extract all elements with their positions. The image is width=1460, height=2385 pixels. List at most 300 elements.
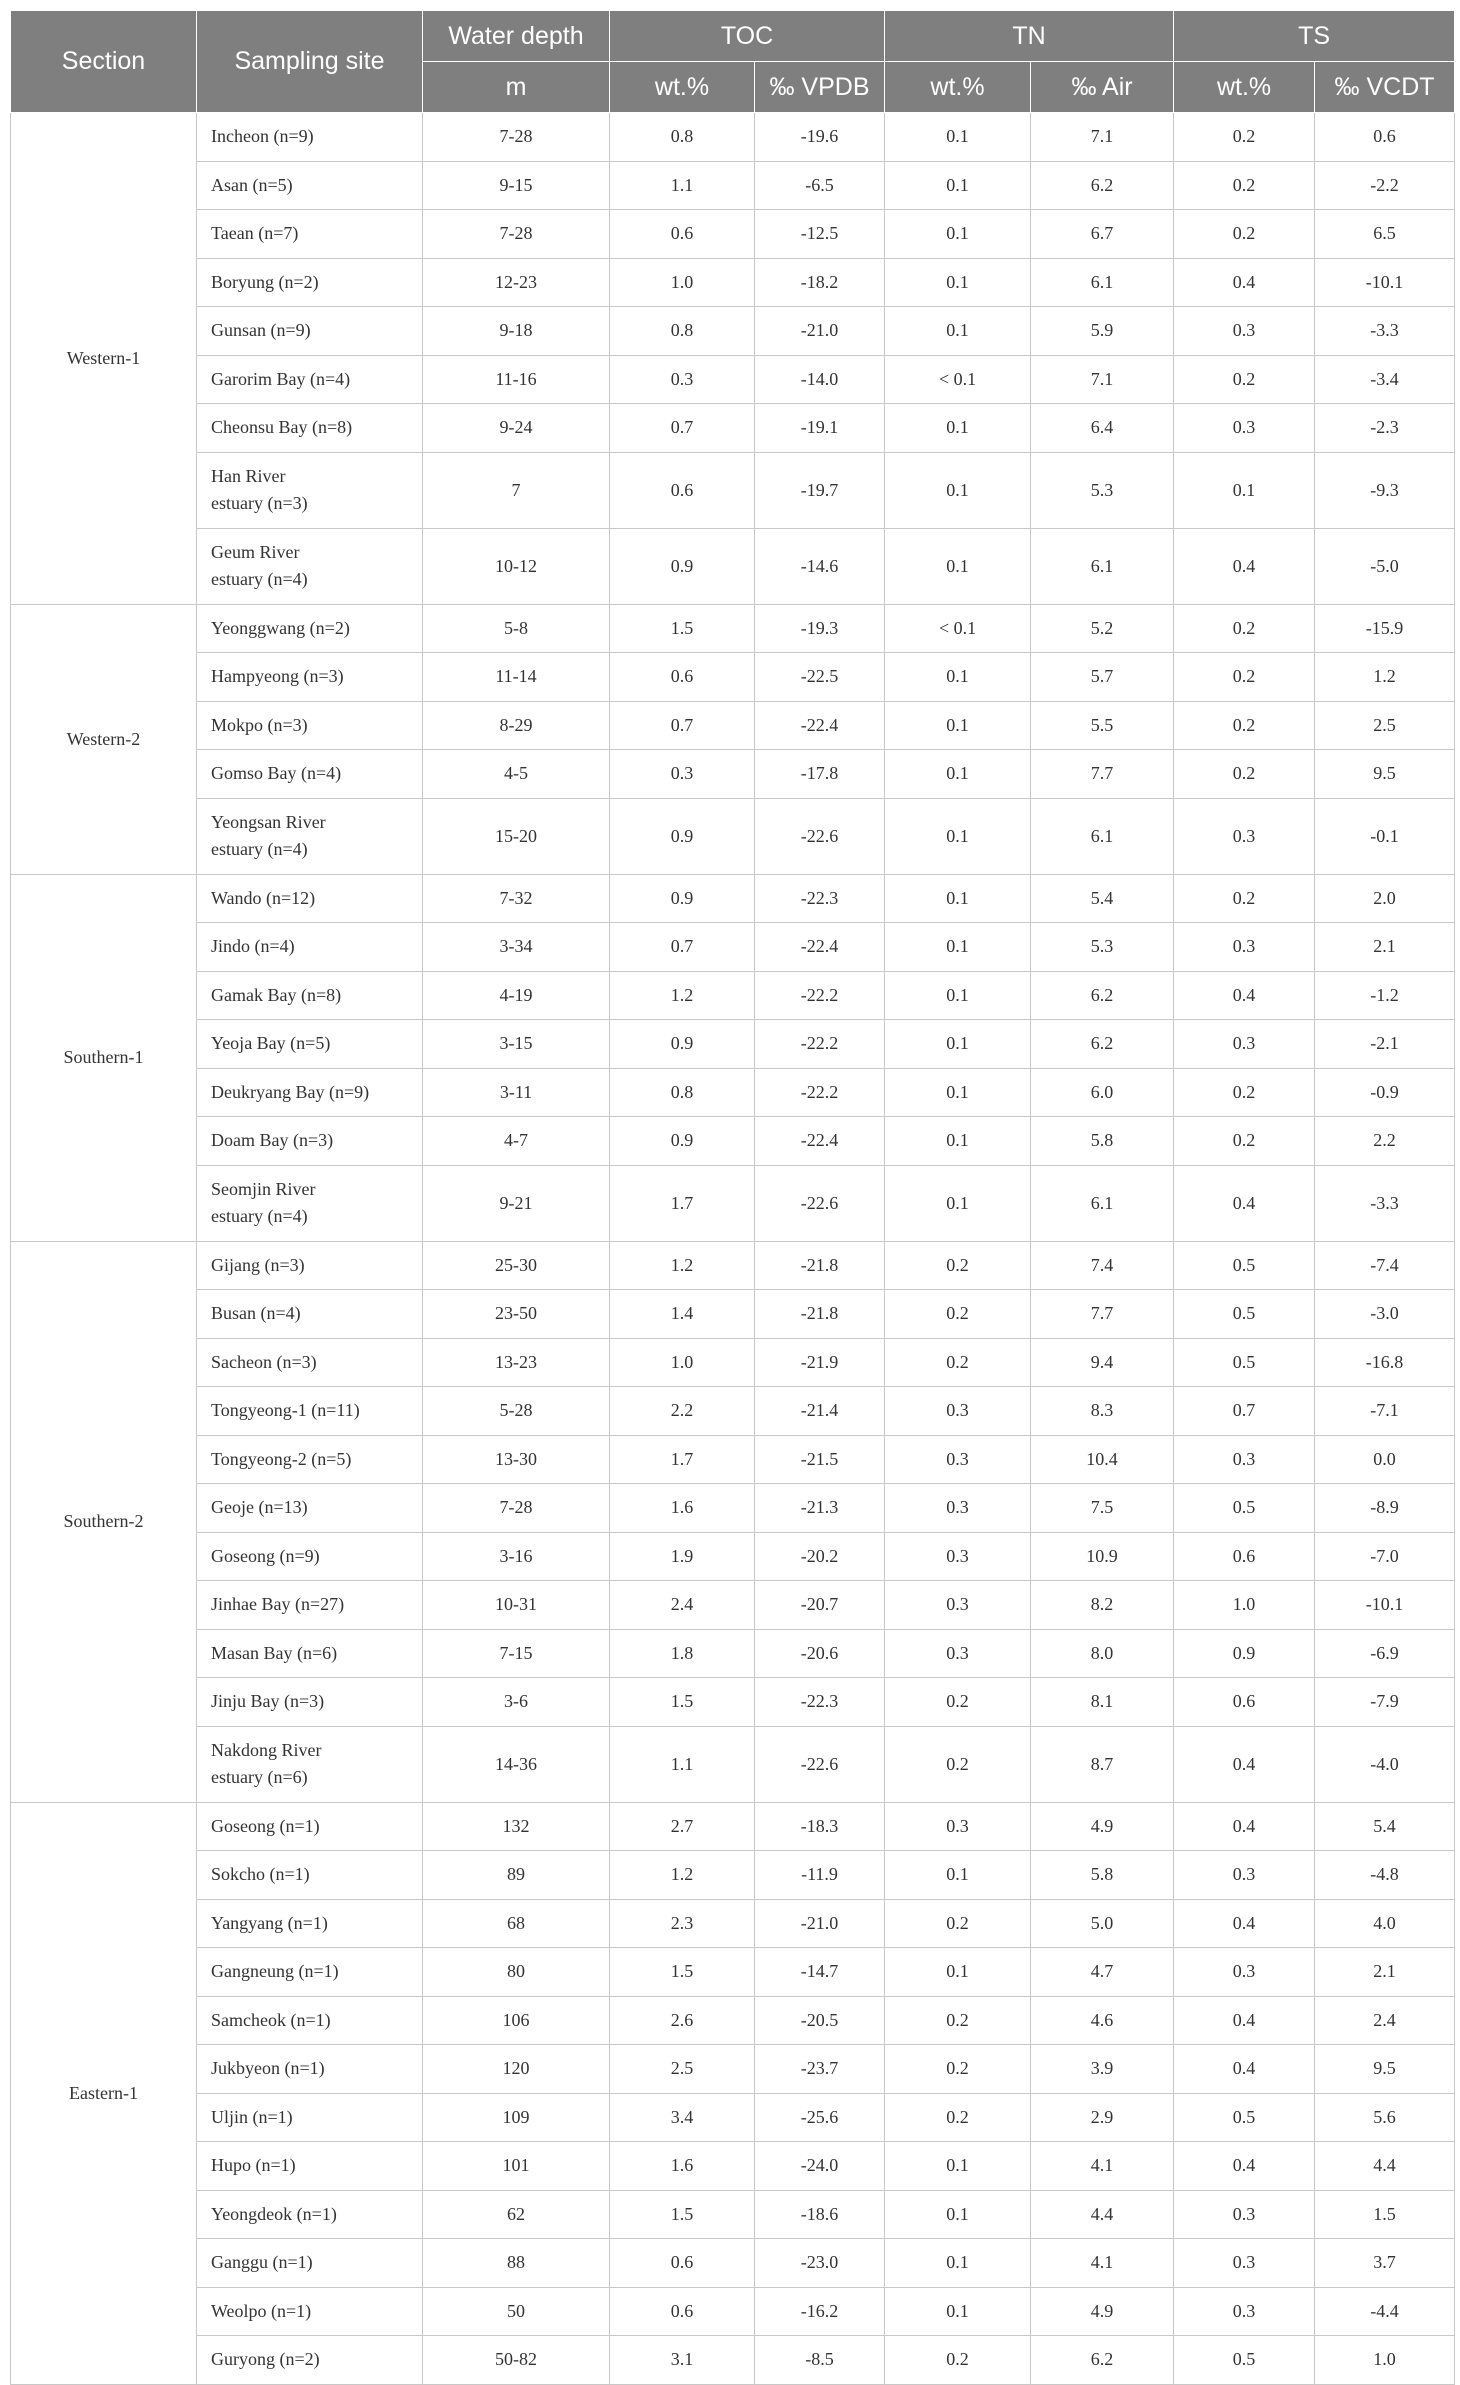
cell-tn-iso: 4.6 — [1031, 1996, 1174, 2045]
cell-water-depth: 7-28 — [423, 1484, 610, 1533]
section-label: Western-1 — [11, 113, 197, 605]
cell-toc-wt: 1.2 — [610, 1241, 755, 1290]
cell-toc-wt: 0.8 — [610, 113, 755, 162]
cell-ts-wt: 0.4 — [1174, 1996, 1315, 2045]
table-row — [11, 971, 1455, 1020]
cell-sampling-site — [197, 307, 423, 356]
cell-tn-wt: 0.1 — [885, 1165, 1031, 1241]
cell-toc-iso: -23.7 — [755, 2045, 885, 2094]
cell-toc-wt: 0.7 — [610, 404, 755, 453]
cell-tn-wt: 0.1 — [885, 1020, 1031, 1069]
site-name-line: Cheonsu Bay (n=8) — [211, 417, 353, 438]
table-row — [11, 1899, 1455, 1948]
cell-toc-iso: -19.1 — [755, 404, 885, 453]
cell-toc-iso: -11.9 — [755, 1851, 885, 1900]
table-row — [11, 653, 1455, 702]
site-name-line: Jindo (n=4) — [211, 936, 295, 957]
cell-tn-iso: 7.5 — [1031, 1484, 1174, 1533]
cell-toc-iso: -22.3 — [755, 874, 885, 923]
cell-ts-wt: 1.0 — [1174, 1581, 1315, 1630]
site-name-line: Hampyeong (n=3) — [211, 666, 344, 687]
cell-toc-wt: 1.5 — [610, 1678, 755, 1727]
table-row — [11, 1532, 1455, 1581]
header-unit-toc-wt: wt.% — [610, 62, 755, 113]
cell-tn-iso: 5.2 — [1031, 604, 1174, 653]
table-row — [11, 404, 1455, 453]
site-name-line: Seomjin River — [211, 1179, 316, 1199]
site-name-line: Jukbyeon (n=1) — [211, 2058, 325, 2079]
cell-ts-wt: 0.2 — [1174, 750, 1315, 799]
table-row — [11, 1435, 1455, 1484]
cell-water-depth: 25-30 — [423, 1241, 610, 1290]
cell-water-depth: 9-24 — [423, 404, 610, 453]
site-name-line: Ganggu (n=1) — [211, 2252, 313, 2273]
cell-sampling-site — [197, 258, 423, 307]
cell-tn-wt: < 0.1 — [885, 355, 1031, 404]
table-row — [11, 307, 1455, 356]
cell-sampling-site — [197, 2287, 423, 2336]
cell-tn-wt: 0.2 — [885, 2093, 1031, 2142]
cell-toc-iso: -21.5 — [755, 1435, 885, 1484]
site-name-line: Yeonggwang (n=2) — [211, 617, 350, 638]
cell-toc-wt: 2.4 — [610, 1581, 755, 1630]
site-name-line-2: estuary (n=3) — [211, 493, 308, 513]
table-row — [11, 113, 1455, 162]
cell-tn-wt: 0.3 — [885, 1484, 1031, 1533]
cell-sampling-site — [197, 1629, 423, 1678]
section-label: Western-2 — [11, 604, 197, 874]
table-row — [11, 2142, 1455, 2191]
site-name-line: Geoje (n=13) — [211, 1497, 308, 1518]
cell-tn-iso: 4.9 — [1031, 2287, 1174, 2336]
cell-ts-iso: -7.9 — [1315, 1678, 1455, 1727]
cell-tn-wt: 0.1 — [885, 528, 1031, 604]
cell-toc-iso: -21.8 — [755, 1290, 885, 1339]
site-name-line: Gangneung (n=1) — [211, 1961, 339, 1982]
cell-toc-iso: -17.8 — [755, 750, 885, 799]
cell-ts-wt: 0.4 — [1174, 2142, 1315, 2191]
site-name-line: Deukryang Bay (n=9) — [211, 1081, 370, 1102]
cell-toc-iso: -21.9 — [755, 1338, 885, 1387]
cell-toc-wt: 1.2 — [610, 1851, 755, 1900]
cell-tn-iso: 6.2 — [1031, 2336, 1174, 2385]
cell-ts-wt: 0.4 — [1174, 2045, 1315, 2094]
header-toc: TOC — [610, 11, 885, 62]
cell-ts-iso: 2.1 — [1315, 1948, 1455, 1997]
cell-ts-wt: 0.2 — [1174, 874, 1315, 923]
cell-toc-iso: -21.8 — [755, 1241, 885, 1290]
cell-ts-iso: -2.3 — [1315, 404, 1455, 453]
site-name-line: Gamak Bay (n=8) — [211, 984, 342, 1005]
cell-ts-wt: 0.2 — [1174, 701, 1315, 750]
cell-ts-wt: 0.3 — [1174, 2287, 1315, 2336]
data-table — [10, 10, 1455, 2385]
cell-sampling-site — [197, 1851, 423, 1900]
cell-toc-wt: 1.5 — [610, 604, 755, 653]
cell-water-depth: 23-50 — [423, 1290, 610, 1339]
cell-sampling-site — [197, 604, 423, 653]
site-name-line: Masan Bay (n=6) — [211, 1642, 338, 1663]
table-row — [11, 1165, 1455, 1241]
cell-ts-wt: 0.5 — [1174, 1338, 1315, 1387]
cell-ts-wt: 0.2 — [1174, 161, 1315, 210]
cell-ts-wt: 0.5 — [1174, 2093, 1315, 2142]
cell-tn-wt: 0.1 — [885, 161, 1031, 210]
cell-water-depth: 9-18 — [423, 307, 610, 356]
site-name-line: Sacheon (n=3) — [211, 1351, 317, 1372]
cell-ts-iso: 0.0 — [1315, 1435, 1455, 1484]
cell-ts-wt: 0.4 — [1174, 1899, 1315, 1948]
site-name-line-2: estuary (n=4) — [211, 569, 308, 589]
cell-sampling-site — [197, 2239, 423, 2288]
cell-ts-wt: 0.1 — [1174, 452, 1315, 528]
cell-tn-iso: 6.0 — [1031, 1068, 1174, 1117]
cell-water-depth: 8-29 — [423, 701, 610, 750]
cell-toc-wt: 1.6 — [610, 1484, 755, 1533]
site-name-line: Gijang (n=3) — [211, 1254, 305, 1275]
table-row — [11, 1581, 1455, 1630]
site-name-line: Taean (n=7) — [211, 223, 299, 244]
cell-ts-iso: -10.1 — [1315, 258, 1455, 307]
cell-toc-wt: 1.5 — [610, 2190, 755, 2239]
cell-ts-iso: 2.2 — [1315, 1117, 1455, 1166]
cell-tn-wt: 0.3 — [885, 1802, 1031, 1851]
site-name-line: Busan (n=4) — [211, 1303, 301, 1324]
cell-tn-wt: 0.1 — [885, 1948, 1031, 1997]
site-name-line: Incheon (n=9) — [211, 126, 314, 147]
cell-toc-iso: -20.2 — [755, 1532, 885, 1581]
cell-sampling-site — [197, 971, 423, 1020]
table-row — [11, 1996, 1455, 2045]
site-name-line: Asan (n=5) — [211, 174, 293, 195]
cell-water-depth: 5-28 — [423, 1387, 610, 1436]
cell-ts-iso: -16.8 — [1315, 1338, 1455, 1387]
cell-toc-wt: 1.2 — [610, 971, 755, 1020]
cell-toc-iso: -21.0 — [755, 307, 885, 356]
cell-tn-iso: 3.9 — [1031, 2045, 1174, 2094]
cell-sampling-site — [197, 1678, 423, 1727]
cell-tn-wt: 0.2 — [885, 2045, 1031, 2094]
table-row — [11, 1802, 1455, 1851]
cell-water-depth: 13-30 — [423, 1435, 610, 1484]
site-name-line: Geum River — [211, 542, 300, 562]
cell-toc-iso: -22.4 — [755, 1117, 885, 1166]
cell-toc-wt: 0.9 — [610, 1117, 755, 1166]
cell-sampling-site — [197, 404, 423, 453]
cell-water-depth: 11-14 — [423, 653, 610, 702]
cell-toc-wt: 0.9 — [610, 1020, 755, 1069]
cell-water-depth: 50-82 — [423, 2336, 610, 2385]
cell-toc-wt: 0.7 — [610, 701, 755, 750]
cell-sampling-site — [197, 923, 423, 972]
table-row — [11, 1948, 1455, 1997]
cell-toc-wt: 2.6 — [610, 1996, 755, 2045]
table-row — [11, 452, 1455, 528]
cell-toc-wt: 1.0 — [610, 258, 755, 307]
site-name-line: Wando (n=12) — [211, 887, 316, 908]
site-name-line-2: estuary (n=4) — [211, 839, 308, 859]
cell-tn-iso: 4.4 — [1031, 2190, 1174, 2239]
cell-toc-wt: 0.9 — [610, 798, 755, 874]
cell-ts-wt: 0.3 — [1174, 2190, 1315, 2239]
cell-water-depth: 7-15 — [423, 1629, 610, 1678]
table-row — [11, 1851, 1455, 1900]
cell-sampling-site — [197, 1020, 423, 1069]
cell-tn-iso: 5.0 — [1031, 1899, 1174, 1948]
cell-ts-iso: -2.1 — [1315, 1020, 1455, 1069]
table-row — [11, 2287, 1455, 2336]
header-section: Section — [11, 11, 197, 113]
cell-ts-wt: 0.4 — [1174, 1802, 1315, 1851]
cell-tn-wt: 0.2 — [885, 1726, 1031, 1802]
cell-tn-wt: 0.1 — [885, 923, 1031, 972]
cell-water-depth: 68 — [423, 1899, 610, 1948]
cell-ts-iso: 6.5 — [1315, 210, 1455, 259]
site-name-line: Yeoja Bay (n=5) — [211, 1033, 331, 1054]
cell-toc-iso: -19.7 — [755, 452, 885, 528]
cell-toc-wt: 0.6 — [610, 2287, 755, 2336]
cell-tn-iso: 6.1 — [1031, 258, 1174, 307]
cell-ts-iso: -15.9 — [1315, 604, 1455, 653]
cell-ts-wt: 0.3 — [1174, 1020, 1315, 1069]
cell-ts-wt: 0.7 — [1174, 1387, 1315, 1436]
cell-tn-iso: 7.7 — [1031, 1290, 1174, 1339]
cell-toc-iso: -22.3 — [755, 1678, 885, 1727]
cell-toc-iso: -20.6 — [755, 1629, 885, 1678]
cell-ts-wt: 0.3 — [1174, 2239, 1315, 2288]
cell-ts-iso: 2.4 — [1315, 1996, 1455, 2045]
cell-toc-iso: -12.5 — [755, 210, 885, 259]
cell-ts-wt: 0.2 — [1174, 113, 1315, 162]
cell-ts-wt: 0.4 — [1174, 1726, 1315, 1802]
cell-tn-wt: 0.1 — [885, 113, 1031, 162]
site-name-line: Gomso Bay (n=4) — [211, 763, 342, 784]
cell-water-depth: 10-31 — [423, 1581, 610, 1630]
site-name-line: Guryong (n=2) — [211, 2349, 320, 2370]
cell-ts-wt: 0.5 — [1174, 1241, 1315, 1290]
header-sampling-site: Sampling site — [197, 11, 423, 113]
cell-water-depth: 4-19 — [423, 971, 610, 1020]
table-row — [11, 1241, 1455, 1290]
table-row — [11, 1290, 1455, 1339]
cell-toc-iso: -25.6 — [755, 2093, 885, 2142]
table-row — [11, 2239, 1455, 2288]
cell-ts-iso: 1.5 — [1315, 2190, 1455, 2239]
cell-sampling-site — [197, 1802, 423, 1851]
cell-ts-wt: 0.5 — [1174, 1290, 1315, 1339]
cell-tn-iso: 6.2 — [1031, 161, 1174, 210]
header-unit-ts-wt: wt.% — [1174, 62, 1315, 113]
site-name-line: Jinju Bay (n=3) — [211, 1691, 325, 1712]
cell-ts-iso: 1.2 — [1315, 653, 1455, 702]
cell-water-depth: 3-6 — [423, 1678, 610, 1727]
cell-tn-iso: 6.4 — [1031, 404, 1174, 453]
cell-ts-wt: 0.5 — [1174, 1484, 1315, 1533]
cell-toc-wt: 2.3 — [610, 1899, 755, 1948]
site-name-line-2: estuary (n=6) — [211, 1767, 308, 1787]
cell-water-depth: 15-20 — [423, 798, 610, 874]
cell-tn-iso: 6.2 — [1031, 1020, 1174, 1069]
cell-sampling-site — [197, 798, 423, 874]
cell-ts-wt: 0.3 — [1174, 404, 1315, 453]
cell-sampling-site — [197, 1117, 423, 1166]
cell-sampling-site — [197, 653, 423, 702]
cell-ts-iso: -10.1 — [1315, 1581, 1455, 1630]
cell-tn-iso: 8.0 — [1031, 1629, 1174, 1678]
cell-water-depth: 50 — [423, 2287, 610, 2336]
cell-tn-iso: 9.4 — [1031, 1338, 1174, 1387]
cell-water-depth: 13-23 — [423, 1338, 610, 1387]
cell-ts-iso: -7.0 — [1315, 1532, 1455, 1581]
table-row — [11, 1678, 1455, 1727]
table-row — [11, 2045, 1455, 2094]
cell-tn-iso: 8.7 — [1031, 1726, 1174, 1802]
cell-tn-wt: < 0.1 — [885, 604, 1031, 653]
cell-tn-iso: 5.8 — [1031, 1117, 1174, 1166]
cell-ts-iso: -4.8 — [1315, 1851, 1455, 1900]
cell-water-depth: 12-23 — [423, 258, 610, 307]
cell-sampling-site — [197, 1532, 423, 1581]
cell-toc-iso: -19.6 — [755, 113, 885, 162]
section-label: Southern-2 — [11, 1241, 197, 1802]
site-name-line: Tongyeong-1 (n=11) — [211, 1400, 360, 1421]
cell-sampling-site — [197, 1484, 423, 1533]
cell-ts-iso: 5.6 — [1315, 2093, 1455, 2142]
cell-water-depth: 7-28 — [423, 113, 610, 162]
cell-tn-iso: 5.4 — [1031, 874, 1174, 923]
cell-water-depth: 88 — [423, 2239, 610, 2288]
cell-sampling-site — [197, 1996, 423, 2045]
site-name-line: Nakdong River — [211, 1740, 322, 1760]
cell-toc-iso: -8.5 — [755, 2336, 885, 2385]
cell-tn-iso: 5.7 — [1031, 653, 1174, 702]
table-row — [11, 1020, 1455, 1069]
cell-ts-wt: 0.2 — [1174, 604, 1315, 653]
table-row — [11, 1338, 1455, 1387]
cell-sampling-site — [197, 1948, 423, 1997]
cell-ts-wt: 0.2 — [1174, 653, 1315, 702]
cell-ts-iso: 0.6 — [1315, 113, 1455, 162]
header-unit-tn-wt: wt.% — [885, 62, 1031, 113]
cell-toc-iso: -18.3 — [755, 1802, 885, 1851]
cell-sampling-site — [197, 1726, 423, 1802]
cell-ts-iso: 2.1 — [1315, 923, 1455, 972]
cell-toc-iso: -21.4 — [755, 1387, 885, 1436]
site-name-line: Tongyeong-2 (n=5) — [211, 1448, 352, 1469]
table-row — [11, 1387, 1455, 1436]
cell-sampling-site — [197, 1241, 423, 1290]
cell-tn-wt: 0.3 — [885, 1435, 1031, 1484]
cell-tn-wt: 0.1 — [885, 1851, 1031, 1900]
cell-ts-wt: 0.3 — [1174, 798, 1315, 874]
cell-toc-wt: 0.8 — [610, 307, 755, 356]
cell-water-depth: 3-34 — [423, 923, 610, 972]
cell-ts-iso: 4.4 — [1315, 2142, 1455, 2191]
cell-toc-wt: 0.3 — [610, 355, 755, 404]
cell-ts-iso: 2.5 — [1315, 701, 1455, 750]
cell-toc-iso: -22.2 — [755, 1020, 885, 1069]
cell-tn-wt: 0.1 — [885, 2239, 1031, 2288]
cell-ts-iso: 9.5 — [1315, 750, 1455, 799]
cell-tn-wt: 0.2 — [885, 1996, 1031, 2045]
cell-toc-wt: 1.1 — [610, 1726, 755, 1802]
cell-tn-wt: 0.2 — [885, 2336, 1031, 2385]
cell-tn-wt: 0.1 — [885, 874, 1031, 923]
cell-water-depth: 3-15 — [423, 1020, 610, 1069]
header-ts: TS — [1174, 11, 1455, 62]
cell-ts-wt: 0.3 — [1174, 1851, 1315, 1900]
cell-sampling-site — [197, 452, 423, 528]
cell-water-depth: 9-15 — [423, 161, 610, 210]
header-tn: TN — [885, 11, 1174, 62]
cell-tn-iso: 5.3 — [1031, 923, 1174, 972]
site-name-line: Boryung (n=2) — [211, 271, 319, 292]
cell-toc-wt: 0.6 — [610, 452, 755, 528]
cell-tn-iso: 7.4 — [1031, 1241, 1174, 1290]
cell-toc-iso: -21.3 — [755, 1484, 885, 1533]
cell-water-depth: 101 — [423, 2142, 610, 2191]
site-name-line: Doam Bay (n=3) — [211, 1130, 334, 1151]
cell-sampling-site — [197, 1068, 423, 1117]
cell-ts-wt: 0.2 — [1174, 1068, 1315, 1117]
site-name-line: Mokpo (n=3) — [211, 714, 308, 735]
cell-tn-wt: 0.1 — [885, 2190, 1031, 2239]
cell-toc-iso: -20.5 — [755, 1996, 885, 2045]
cell-toc-wt: 2.2 — [610, 1387, 755, 1436]
header-water-depth: Water depth — [423, 11, 610, 62]
cell-tn-iso: 2.9 — [1031, 2093, 1174, 2142]
cell-toc-wt: 1.0 — [610, 1338, 755, 1387]
cell-ts-iso: -1.2 — [1315, 971, 1455, 1020]
cell-water-depth: 4-7 — [423, 1117, 610, 1166]
cell-water-depth: 5-8 — [423, 604, 610, 653]
cell-water-depth: 120 — [423, 2045, 610, 2094]
cell-tn-iso: 4.1 — [1031, 2239, 1174, 2288]
cell-water-depth: 14-36 — [423, 1726, 610, 1802]
cell-tn-iso: 5.3 — [1031, 452, 1174, 528]
cell-toc-iso: -18.6 — [755, 2190, 885, 2239]
cell-toc-iso: -22.2 — [755, 1068, 885, 1117]
cell-ts-iso: 4.0 — [1315, 1899, 1455, 1948]
cell-sampling-site — [197, 1435, 423, 1484]
cell-toc-wt: 1.7 — [610, 1165, 755, 1241]
cell-toc-iso: -24.0 — [755, 2142, 885, 2191]
cell-toc-iso: -16.2 — [755, 2287, 885, 2336]
cell-sampling-site — [197, 1387, 423, 1436]
site-name-line: Goseong (n=1) — [211, 1815, 320, 1836]
cell-tn-iso: 7.1 — [1031, 113, 1174, 162]
table-row — [11, 2093, 1455, 2142]
cell-water-depth: 106 — [423, 1996, 610, 2045]
cell-toc-iso: -14.7 — [755, 1948, 885, 1997]
cell-ts-iso: -7.1 — [1315, 1387, 1455, 1436]
cell-tn-wt: 0.2 — [885, 1338, 1031, 1387]
cell-ts-wt: 0.3 — [1174, 1948, 1315, 1997]
cell-tn-wt: 0.1 — [885, 258, 1031, 307]
cell-water-depth: 3-16 — [423, 1532, 610, 1581]
cell-water-depth: 7 — [423, 452, 610, 528]
cell-sampling-site — [197, 1581, 423, 1630]
cell-ts-iso: -4.0 — [1315, 1726, 1455, 1802]
cell-tn-iso: 6.1 — [1031, 798, 1174, 874]
table-body — [11, 113, 1455, 2385]
cell-toc-wt: 1.1 — [610, 161, 755, 210]
cell-sampling-site — [197, 2190, 423, 2239]
cell-toc-iso: -6.5 — [755, 161, 885, 210]
cell-sampling-site — [197, 2093, 423, 2142]
cell-tn-iso: 6.1 — [1031, 528, 1174, 604]
site-name-line: Weolpo (n=1) — [211, 2300, 312, 2321]
